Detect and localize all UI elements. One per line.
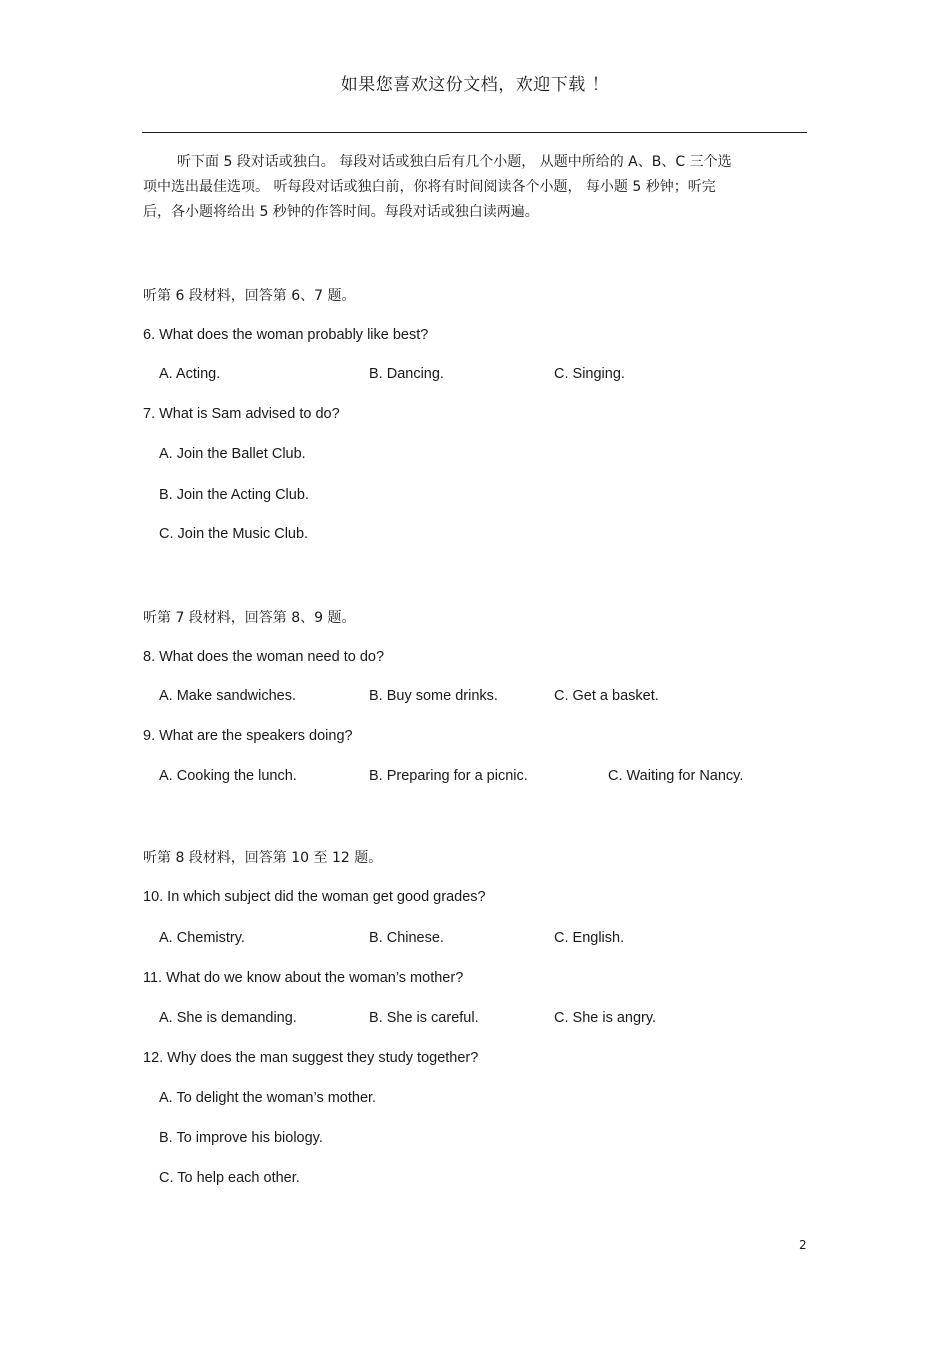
question-7: 7. What is Sam advised to do? xyxy=(143,406,340,422)
q10-option-a: A. Chemistry. xyxy=(159,930,245,946)
q12-option-a: A. To delight the woman’s mother. xyxy=(159,1090,377,1106)
section-heading-7: 听第 7 段材料，回答第 8、9 题。 xyxy=(143,610,356,626)
instructions xyxy=(143,150,805,225)
question-8: 8. What does the woman need to do? xyxy=(143,649,385,665)
q9-option-b: B. Preparing for a picnic. xyxy=(369,768,528,784)
q6-option-c: C. Singing. xyxy=(554,366,625,382)
q7-option-c: C. Join the Music Club. xyxy=(159,526,309,542)
question-12: 12. Why does the man suggest they study together? xyxy=(143,1050,479,1066)
section-heading-6: 听第 6 段材料，回答第 6、7 题。 xyxy=(143,288,356,304)
question-9: 9. What are the speakers doing? xyxy=(143,728,353,744)
q7-option-b: B. Join the Acting Club. xyxy=(159,487,309,503)
q6-option-a: A. Acting. xyxy=(159,366,221,382)
q11-option-c: C. She is angry. xyxy=(554,1010,657,1026)
question-6: 6. What does the woman probably like best? xyxy=(143,327,429,343)
instructions-line-1: 听下面 5 段对话或独白。 每段对话或独白后有几个小题， 从题中所给的 A、B、C 三个选 xyxy=(177,154,732,170)
section-heading-8: 听第 8 段材料，回答第 10 至 12 题。 xyxy=(143,850,383,866)
question-10: 10. In which subject did the woman get good grades? xyxy=(143,889,486,905)
q8-option-a: A. Make sandwiches. xyxy=(159,688,297,704)
q9-option-a: A. Cooking the lunch. xyxy=(159,768,297,784)
q6-option-b: B. Dancing. xyxy=(369,366,444,382)
instructions-line-3: 后，各小题将给出 5 秒钟的作答时间。每段对话或独白读两遍。 xyxy=(143,204,539,220)
page-header: 如果您喜欢这份文档，欢迎下载 ！ xyxy=(340,75,610,95)
q10-option-c: C. English. xyxy=(554,930,625,946)
q7-option-a: A. Join the Ballet Club. xyxy=(159,446,306,462)
q8-option-b: B. Buy some drinks. xyxy=(369,688,498,704)
q12-option-b: B. To improve his biology. xyxy=(159,1130,323,1146)
q11-option-b: B. She is careful. xyxy=(369,1010,479,1026)
q9-option-c: C. Waiting for Nancy. xyxy=(608,768,744,784)
page-number: 2 xyxy=(799,1238,807,1252)
q11-option-a: A. She is demanding. xyxy=(159,1010,297,1026)
instructions-line-2: 项中选出最佳选项。 听每段对话或独白前，你将有时间阅读各个小题， 每小题 5 秒钟；听完 xyxy=(143,179,716,195)
q12-option-c: C. To help each other. xyxy=(159,1170,300,1186)
q10-option-b: B. Chinese. xyxy=(369,930,444,946)
q8-option-c: C. Get a basket. xyxy=(554,688,659,704)
question-11: 11. What do we know about the woman’s mother? xyxy=(143,970,464,986)
header-rule xyxy=(142,132,807,133)
